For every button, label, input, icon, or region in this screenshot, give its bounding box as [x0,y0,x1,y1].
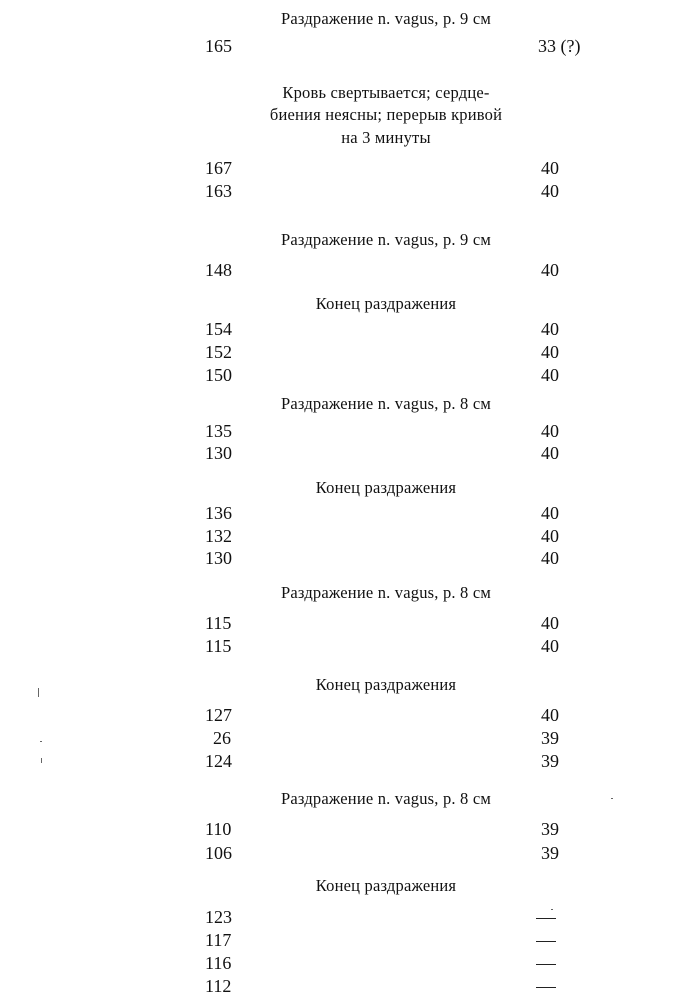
left-value: 127 [205,705,232,725]
section-heading: Раздражение n. vagus, р. 9 см [281,230,491,249]
left-value: 152 [205,342,232,362]
right-value: 40 [541,526,559,546]
section-heading: Конец раздражения [315,876,457,895]
dash-mark [536,987,556,988]
section-heading: Раздражение n. vagus, р. 8 см [281,789,491,808]
left-value: 167 [205,158,232,178]
left-value: 124 [205,751,232,771]
right-value: 40 [541,705,559,725]
right-value: 40 [541,319,559,339]
left-value: 130 [205,443,232,463]
left-value: 165 [205,36,232,56]
scan-speck [611,798,613,799]
note-line: на 3 минуты [341,128,431,147]
dash-mark [536,964,556,965]
section-heading: Раздражение n. vagus, р. 8 см [281,394,491,413]
left-value: 135 [205,421,232,441]
left-value: 115 [205,636,232,656]
right-value: 40 [541,636,559,656]
section-heading: Раздражение n. vagus, р. 9 см [281,9,491,28]
section-heading: Раздражение n. vagus, р. 8 см [281,583,491,602]
left-value: 150 [205,365,232,385]
note-line: биения неясны; перерыв кривой [269,105,503,124]
right-value: 40 [541,443,559,463]
left-value: 136 [205,503,232,523]
left-value: 106 [205,843,232,863]
right-value: 39 [541,843,559,863]
left-value: 132 [205,526,232,546]
right-value: 40 [541,342,559,362]
left-value: 26 [213,728,231,748]
left-value: 115 [205,613,232,633]
right-value: 40 [541,181,559,201]
right-value: 40 [541,613,559,633]
scan-speck [40,741,42,742]
note-line: Кровь свертывается; сердце- [282,83,490,102]
section-heading: Конец раздражения [315,294,457,313]
left-value: 154 [205,319,232,339]
section-heading: Конец раздражения [315,478,457,497]
right-value: 40 [541,158,559,178]
dash-mark [536,918,556,919]
left-value: 110 [205,819,232,839]
right-value: 40 [541,421,559,441]
left-value: 112 [205,976,232,996]
right-value: 33 (?) [538,36,581,56]
left-value: 116 [205,953,232,973]
left-value: 130 [205,548,232,568]
right-value: 40 [541,260,559,280]
dash-mark [536,941,556,942]
scan-speck [551,909,553,910]
scan-speck [41,758,42,763]
left-value: 123 [205,907,232,927]
right-value: 40 [541,548,559,568]
scan-speck [38,688,39,697]
right-value: 40 [541,503,559,523]
left-value: 148 [205,260,232,280]
right-value: 39 [541,751,559,771]
right-value: 39 [541,728,559,748]
left-value: 117 [205,930,232,950]
left-value: 163 [205,181,232,201]
right-value: 40 [541,365,559,385]
right-value: 39 [541,819,559,839]
section-heading: Конец раздражения [315,675,457,694]
